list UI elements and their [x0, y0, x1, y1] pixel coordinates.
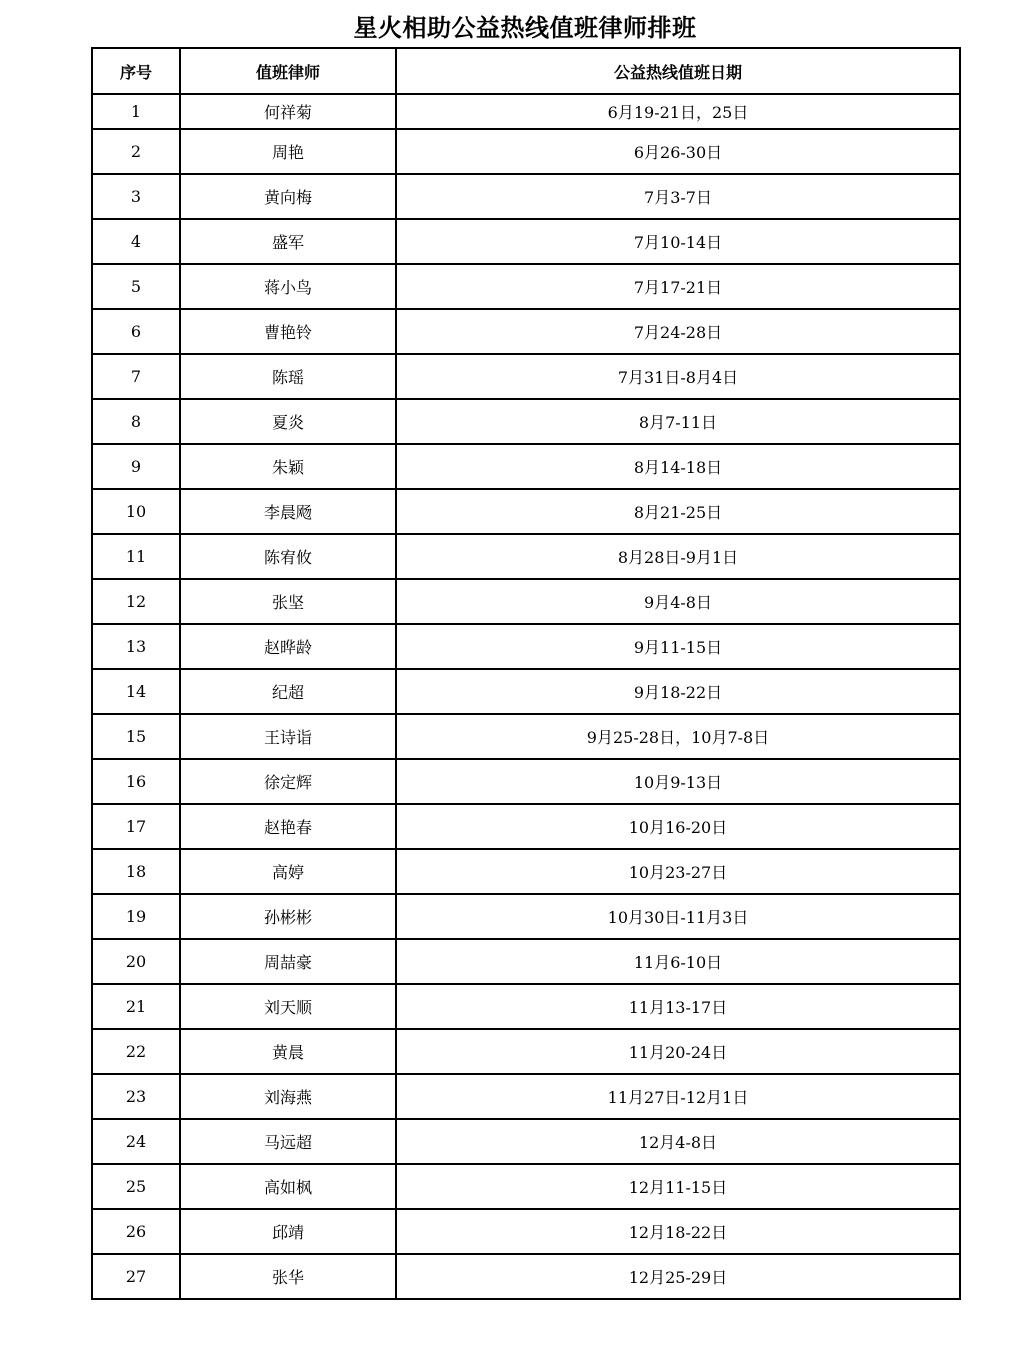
cell-dates: 7月31日-8月4日 — [396, 354, 960, 399]
cell-dates: 12月25-29日 — [396, 1254, 960, 1299]
cell-dates: 7月10-14日 — [396, 219, 960, 264]
header-no: 序号 — [92, 48, 180, 94]
cell-no: 19 — [92, 894, 180, 939]
cell-no: 27 — [92, 1254, 180, 1299]
cell-lawyer: 陈瑶 — [180, 354, 396, 399]
cell-lawyer: 徐定辉 — [180, 759, 396, 804]
table-row — [92, 1119, 960, 1164]
cell-no: 3 — [92, 174, 180, 219]
table-row — [92, 309, 960, 354]
cell-lawyer: 李晨飏 — [180, 489, 396, 534]
table-row — [92, 624, 960, 669]
cell-no: 6 — [92, 309, 180, 354]
cell-dates: 8月7-11日 — [396, 399, 960, 444]
cell-no: 25 — [92, 1164, 180, 1209]
cell-dates: 6月19-21日，25日 — [396, 94, 960, 129]
table-row — [92, 669, 960, 714]
cell-no: 18 — [92, 849, 180, 894]
cell-dates: 8月14-18日 — [396, 444, 960, 489]
cell-lawyer: 周喆豪 — [180, 939, 396, 984]
cell-dates: 7月3-7日 — [396, 174, 960, 219]
cell-lawyer: 曹艳铃 — [180, 309, 396, 354]
table-row — [92, 1164, 960, 1209]
cell-no: 14 — [92, 669, 180, 714]
cell-no: 11 — [92, 534, 180, 579]
header-dates: 公益热线值班日期 — [396, 48, 960, 94]
duty-schedule-table — [91, 47, 961, 1300]
cell-lawyer: 王诗诣 — [180, 714, 396, 759]
cell-lawyer: 周艳 — [180, 129, 396, 174]
table-row — [92, 714, 960, 759]
table-row — [92, 939, 960, 984]
cell-lawyer: 邱靖 — [180, 1209, 396, 1254]
cell-dates: 7月24-28日 — [396, 309, 960, 354]
cell-no: 12 — [92, 579, 180, 624]
table-row — [92, 354, 960, 399]
cell-dates: 10月16-20日 — [396, 804, 960, 849]
cell-lawyer: 黄向梅 — [180, 174, 396, 219]
cell-dates: 9月25-28日，10月7-8日 — [396, 714, 960, 759]
cell-lawyer: 朱颖 — [180, 444, 396, 489]
table-row — [92, 534, 960, 579]
cell-no: 10 — [92, 489, 180, 534]
table-row — [92, 1209, 960, 1254]
cell-no: 5 — [92, 264, 180, 309]
cell-lawyer: 刘海燕 — [180, 1074, 396, 1119]
cell-dates: 9月4-8日 — [396, 579, 960, 624]
table-row — [92, 489, 960, 534]
table-row — [92, 219, 960, 264]
table-row — [92, 264, 960, 309]
cell-no: 20 — [92, 939, 180, 984]
cell-lawyer: 何祥菊 — [180, 94, 396, 129]
cell-lawyer: 盛军 — [180, 219, 396, 264]
table-row — [92, 579, 960, 624]
page-title: 星火相助公益热线值班律师排班 — [353, 14, 697, 42]
cell-dates: 11月6-10日 — [396, 939, 960, 984]
table-row — [92, 129, 960, 174]
cell-dates: 6月26-30日 — [396, 129, 960, 174]
cell-lawyer: 赵艳春 — [180, 804, 396, 849]
cell-lawyer: 夏炎 — [180, 399, 396, 444]
cell-lawyer: 赵晔龄 — [180, 624, 396, 669]
cell-dates: 8月21-25日 — [396, 489, 960, 534]
cell-no: 16 — [92, 759, 180, 804]
cell-dates: 12月11-15日 — [396, 1164, 960, 1209]
cell-no: 26 — [92, 1209, 180, 1254]
cell-dates: 12月4-8日 — [396, 1119, 960, 1164]
cell-no: 22 — [92, 1029, 180, 1074]
cell-lawyer: 高如枫 — [180, 1164, 396, 1209]
table-row — [92, 1074, 960, 1119]
cell-lawyer: 陈宥攸 — [180, 534, 396, 579]
cell-no: 1 — [92, 94, 180, 129]
table-row — [92, 894, 960, 939]
table-row — [92, 174, 960, 219]
cell-dates: 11月27日-12月1日 — [396, 1074, 960, 1119]
table-row — [92, 849, 960, 894]
table-body — [92, 94, 960, 1299]
cell-lawyer: 刘天顺 — [180, 984, 396, 1029]
cell-dates: 12月18-22日 — [396, 1209, 960, 1254]
cell-lawyer: 黄晨 — [180, 1029, 396, 1074]
cell-lawyer: 张坚 — [180, 579, 396, 624]
cell-no: 23 — [92, 1074, 180, 1119]
cell-no: 21 — [92, 984, 180, 1029]
cell-lawyer: 马远超 — [180, 1119, 396, 1164]
table-row — [92, 399, 960, 444]
cell-dates: 10月23-27日 — [396, 849, 960, 894]
cell-dates: 11月20-24日 — [396, 1029, 960, 1074]
cell-dates: 10月30日-11月3日 — [396, 894, 960, 939]
header-lawyer: 值班律师 — [180, 48, 396, 94]
cell-no: 13 — [92, 624, 180, 669]
cell-lawyer: 张华 — [180, 1254, 396, 1299]
cell-dates: 11月13-17日 — [396, 984, 960, 1029]
table-row — [92, 1254, 960, 1299]
cell-dates: 9月18-22日 — [396, 669, 960, 714]
cell-no: 8 — [92, 399, 180, 444]
table-row — [92, 984, 960, 1029]
table-header-row — [92, 48, 960, 94]
cell-no: 17 — [92, 804, 180, 849]
cell-dates: 7月17-21日 — [396, 264, 960, 309]
cell-lawyer: 纪超 — [180, 669, 396, 714]
table-row — [92, 444, 960, 489]
cell-no: 15 — [92, 714, 180, 759]
cell-no: 9 — [92, 444, 180, 489]
cell-dates: 10月9-13日 — [396, 759, 960, 804]
cell-no: 7 — [92, 354, 180, 399]
table-row — [92, 94, 960, 129]
cell-no: 24 — [92, 1119, 180, 1164]
table-row — [92, 1029, 960, 1074]
cell-lawyer: 高婷 — [180, 849, 396, 894]
cell-lawyer: 孙彬彬 — [180, 894, 396, 939]
cell-lawyer: 蒋小鸟 — [180, 264, 396, 309]
table-row — [92, 759, 960, 804]
table-row — [92, 804, 960, 849]
cell-no: 4 — [92, 219, 180, 264]
cell-dates: 8月28日-9月1日 — [396, 534, 960, 579]
cell-no: 2 — [92, 129, 180, 174]
cell-dates: 9月11-15日 — [396, 624, 960, 669]
